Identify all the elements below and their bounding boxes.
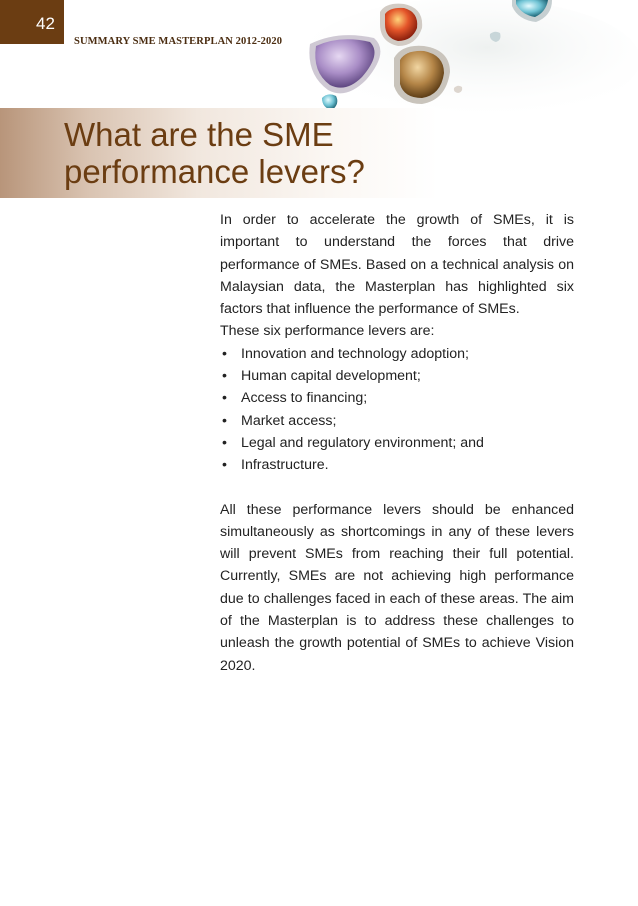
list-item: • Innovation and technology adoption; [220, 343, 574, 365]
list-item: • Legal and regulatory environment; and [220, 432, 574, 454]
section-title-line-2: performance levers? [64, 153, 365, 190]
section-title [64, 116, 365, 190]
list-item: • Human capital development; [220, 365, 574, 387]
conclusion-paragraph: All these performance levers should be enhanced simultaneously as shortcomings in any of these levers will prevent SMEs from reaching their full potential. Currently, SMEs are not achieving high performance due to challenges faced in each of these areas. The aim of the Masterplan is to address these challenges to unleash the growth potential of SMEs to achieve Vision 2020. [220, 501, 574, 674]
page-number: 42 [0, 0, 64, 44]
section-title-line-1: What are the SME [64, 116, 334, 153]
running-title: SUMMARY SME MASTERPLAN 2012-2020 [74, 36, 283, 47]
intro-paragraph: In order to accelerate the growth of SMEs, it is important to understand the forces that drive performance of SMEs. Based on a technical analysis on Malaysian data, the Masterplan has highlighted six factors that influence the performance of SMEs. [220, 212, 574, 318]
list-item: • Infrastructure. [220, 454, 574, 476]
decorative-gems-graphic [300, 0, 638, 120]
levers-list [220, 343, 574, 477]
body-text [220, 209, 574, 677]
levers-list-intro: These six performance levers are: [220, 323, 435, 340]
paragraph-gap [220, 477, 574, 499]
list-item: • Market access; [220, 410, 574, 432]
list-item: • Access to financing; [220, 387, 574, 409]
